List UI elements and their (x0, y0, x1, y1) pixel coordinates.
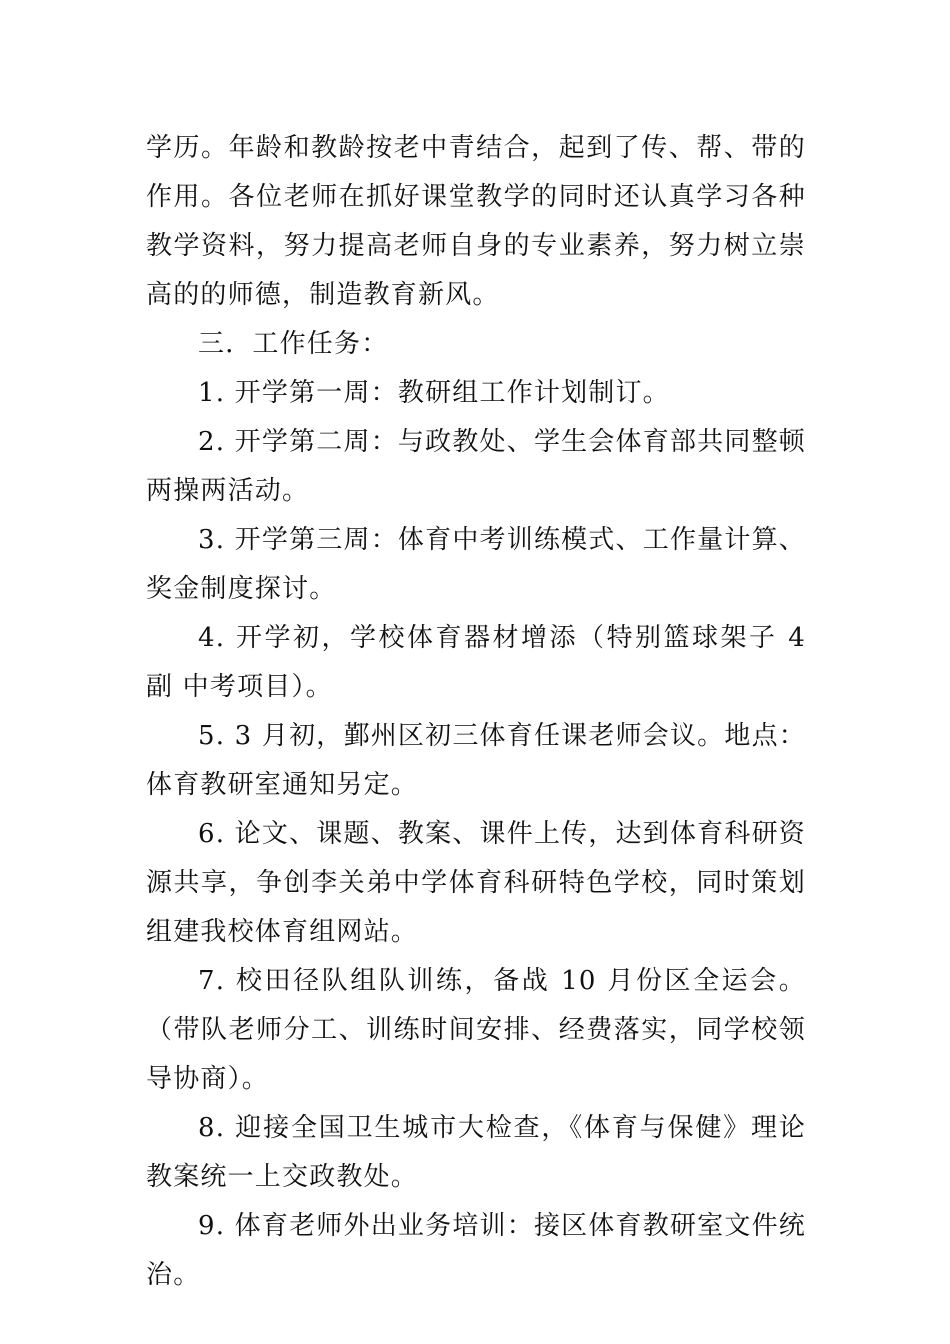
task-item-3: 3. 开学第三周：体育中考训练模式、工作量计算、奖金制度探讨。 (146, 525, 806, 604)
task-item-4: 4. 开学初，学校体育器材增添（特别篮球架子 4 副 中考项目）。 (146, 623, 806, 702)
task-item-8: 8. 迎接全国卫生城市大检查，《体育与保健》理论教案统一上交政教处。 (146, 1113, 806, 1192)
task-item-7: 7. 校田径队组队训练，备战 10 月份区全运会。（带队老师分工、训练时间安排、经费落实，同学校领导协商）。 (146, 966, 806, 1094)
task-item-1: 1. 开学第一周：教研组工作计划制订。 (198, 378, 670, 408)
document-body (146, 124, 806, 1300)
task-item-5: 5. 3 月初，鄞州区初三体育任课老师会议。地点：体育教研室通知另定。 (146, 721, 806, 800)
task-item-2: 2. 开学第二周：与政教处、学生会体育部共同整顿两操两活动。 (146, 427, 806, 506)
task-item-9: 9. 体育老师外出业务培训：接区体育教研室文件统治。 (146, 1211, 806, 1290)
paragraph-intro-continuation: 学历。年龄和教龄按老中青结合，起到了传、帮、带的作用。各位老师在抓好课堂教学的同时还认真学习各种教学资料，努力提高老师自身的专业素养，努力树立崇高的的师德，制造教育新风。 (146, 133, 806, 310)
section-heading-work-tasks: 三．工作任务： (198, 329, 389, 359)
task-item-6: 6. 论文、课题、教案、课件上传，达到体育科研资源共享，争创李关弟中学体育科研特色学校，同时策划组建我校体育组网站。 (146, 819, 806, 947)
